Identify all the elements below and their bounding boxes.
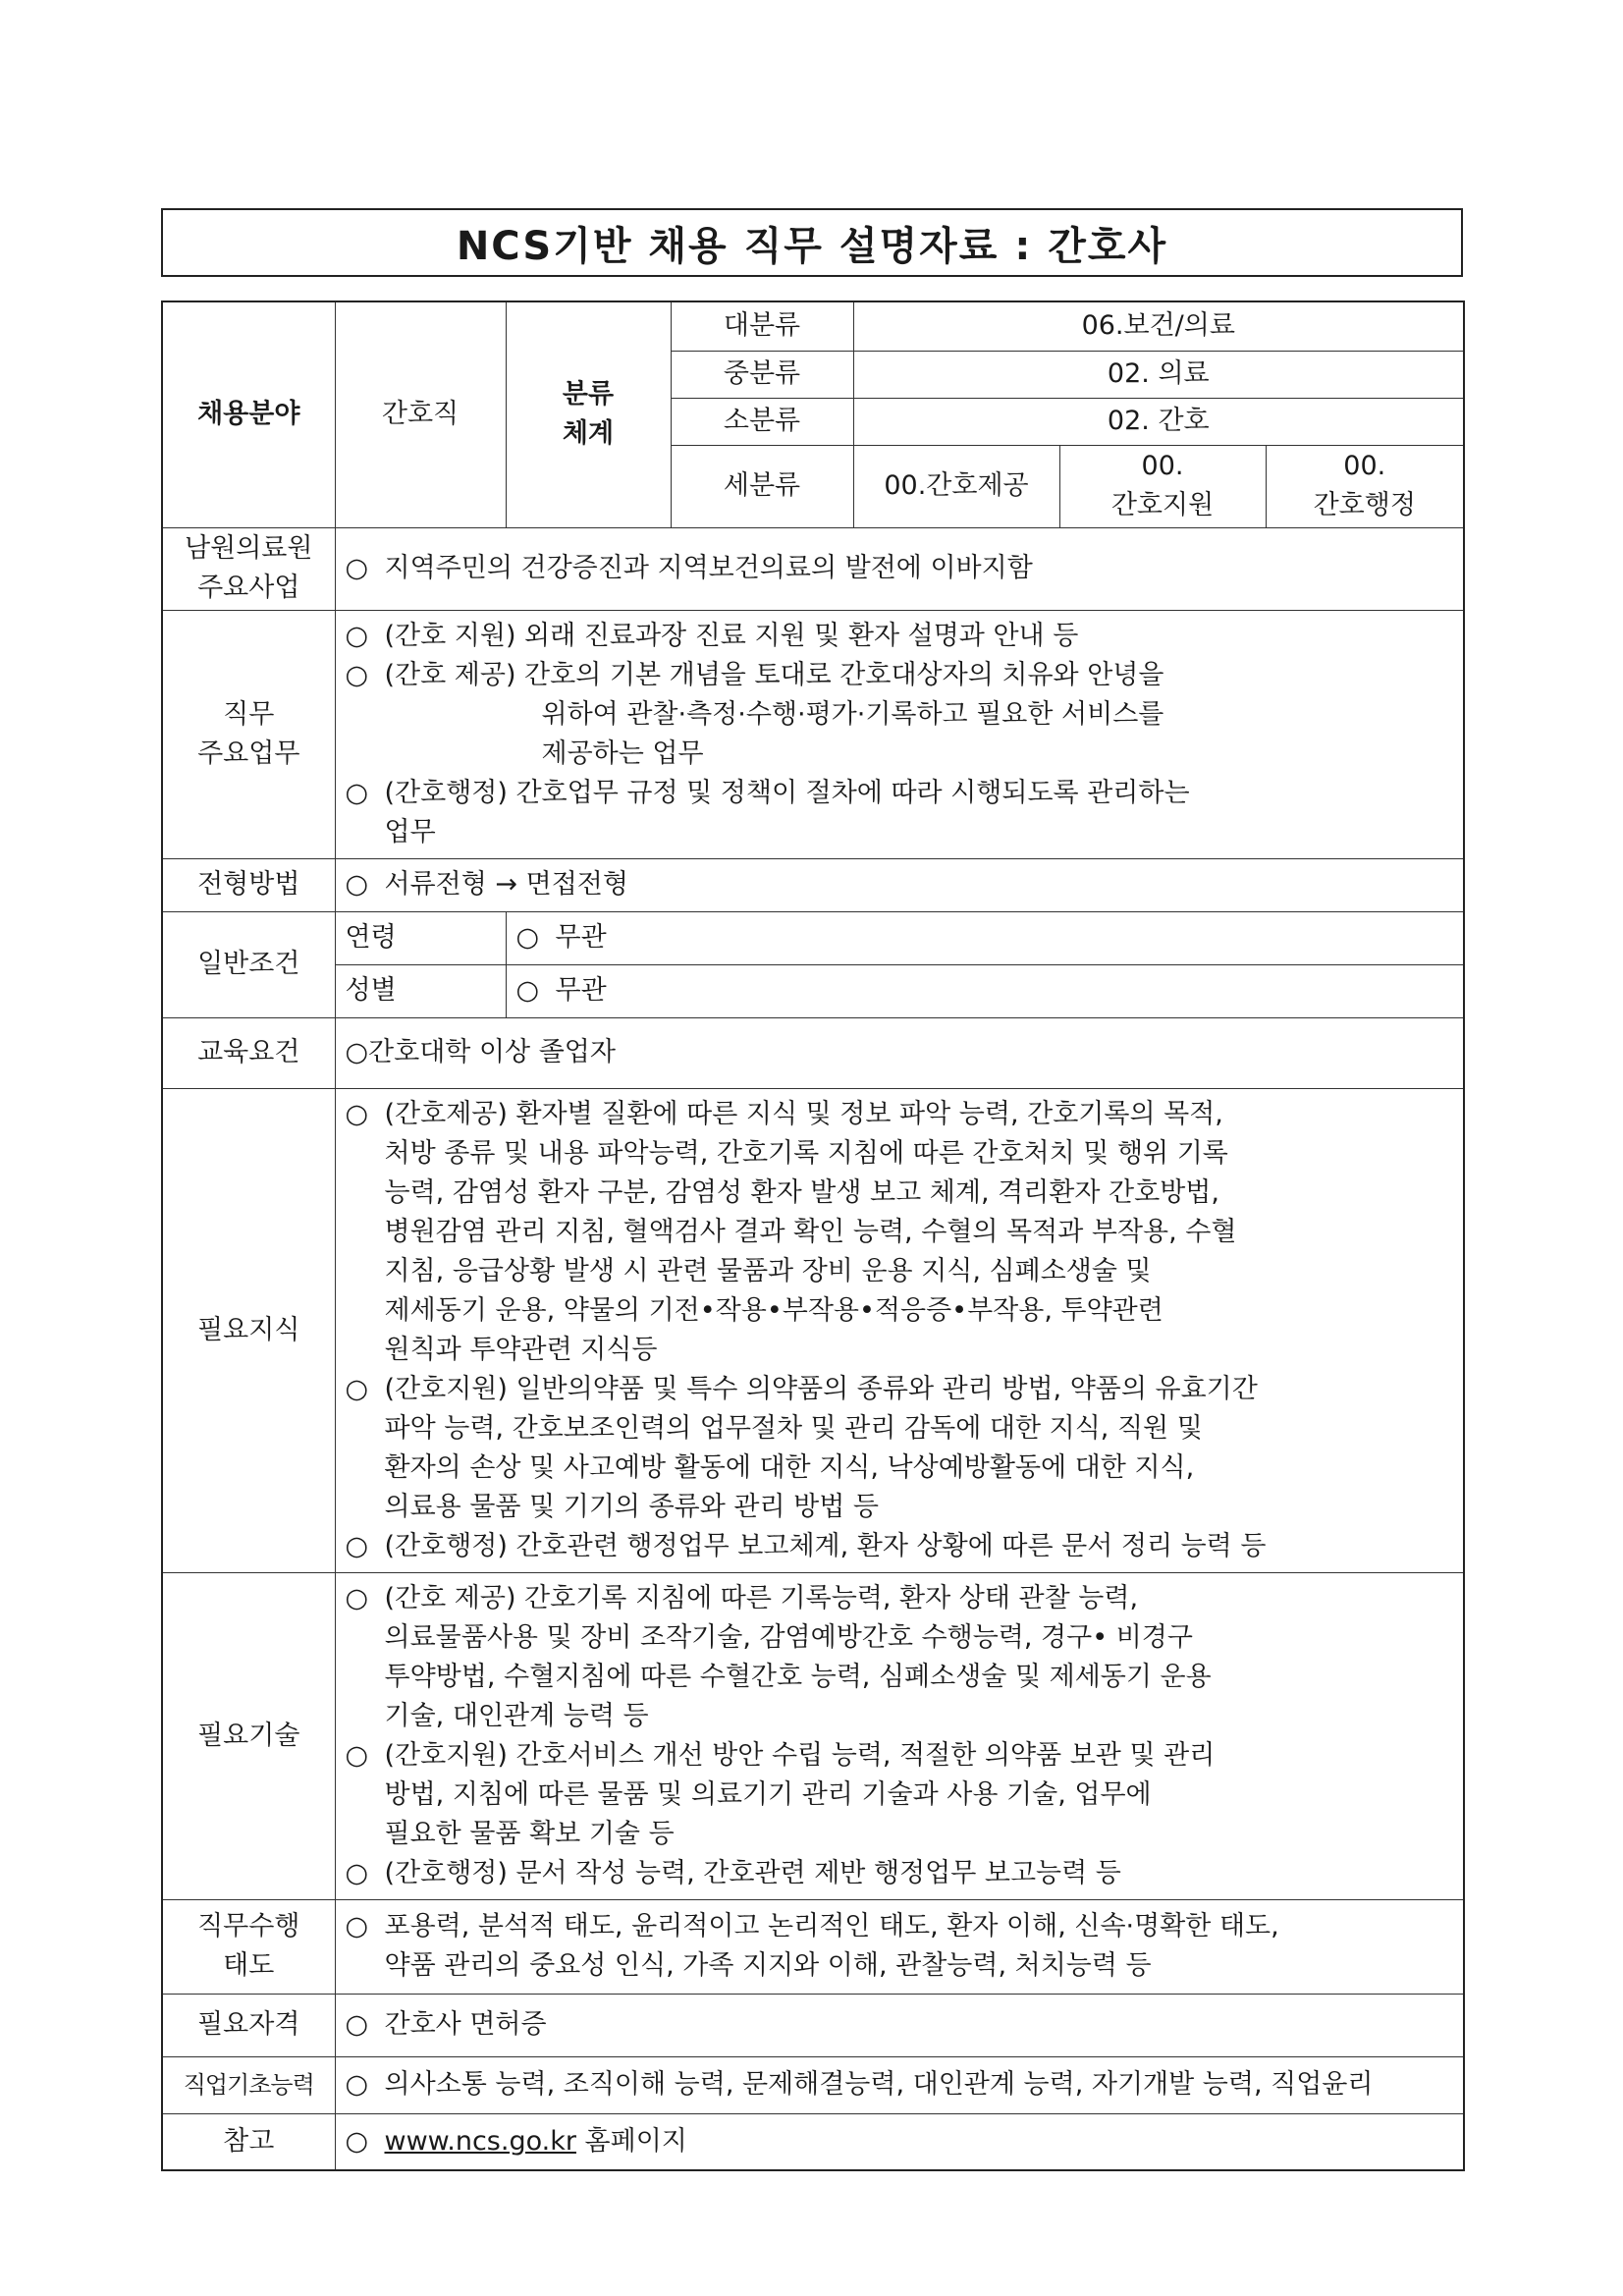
- detail-nursing-admin-code: 00.: [1343, 451, 1386, 481]
- knowledge-provision-line1: (간호제공) 환자별 질환에 따른 지식 및 정보 파악 능력, 간호기록의 목적,: [384, 1098, 1223, 1129]
- gender-label: 성별: [335, 964, 506, 1017]
- list-item: [516, 918, 1454, 957]
- major-value: 06.보건/의료: [853, 301, 1464, 351]
- duties-label: [162, 610, 335, 858]
- circle-bullet: ○: [345, 2125, 369, 2157]
- skills-support-line3: 필요한 물품 확보 기술 등: [384, 1818, 675, 1849]
- knowledge-provision-line3: 능력, 감염성 환자 구분, 감염성 환자 발생 보고 체계, 격리환자 간호방법,: [384, 1176, 1219, 1208]
- detail-nursing-admin: [1266, 445, 1464, 527]
- org-label: [162, 527, 335, 610]
- duty-provision-line2: 위하여 관찰·측정·수행·평가·기록하고 필요한 서비스를: [541, 698, 1164, 730]
- system-label-line1: 분류: [562, 379, 615, 410]
- major-label: 대분류: [671, 301, 853, 351]
- field-label: 채용분야: [162, 301, 335, 527]
- detail-nursing-provision: 00.간호제공: [853, 445, 1059, 527]
- basic-value: 의사소통 능력, 조직이해 능력, 문제해결능력, 대인관계 능력, 자기개발 능력, 직업윤리: [384, 2069, 1374, 2100]
- qualification-value: 간호사 면허증: [384, 2009, 547, 2040]
- circle-bullet: ○: [345, 1098, 369, 1129]
- org-business: [335, 527, 1464, 610]
- org-business-text: 지역주민의 건강증진과 지역보건의료의 발전에 이바지함: [384, 553, 1033, 583]
- education-label: 교육요건: [162, 1017, 335, 1088]
- circle-bullet: ○: [345, 1739, 369, 1771]
- detail-nursing-support: [1059, 445, 1266, 527]
- selection-content: [335, 858, 1464, 911]
- duty-provision-line1: (간호 제공) 간호의 기본 개념을 토대로 간호대상자의 치유와 안녕을: [384, 659, 1164, 690]
- detail-nursing-support-code: 00.: [1141, 451, 1184, 481]
- detail-nursing-admin-name: 간호행정: [1313, 490, 1416, 520]
- attitude-label-line1: 직무수행: [197, 1911, 300, 1941]
- org-label-line2: 주요사업: [197, 573, 300, 603]
- skills-provision-line3: 투약방법, 수혈지침에 따른 수혈간호 능력, 심폐소생술 및 제세동기 운용: [384, 1661, 1212, 1692]
- list-item: [346, 1854, 1454, 1893]
- skills-admin-line1: (간호행정) 문서 작성 능력, 간호관련 제반 행정업무 보고능력 등: [384, 1857, 1121, 1888]
- org-label-line1: 남원의료원: [185, 533, 313, 564]
- circle-bullet: ○: [345, 777, 369, 808]
- basic-content: [335, 2056, 1464, 2113]
- selection-value: 서류전형 → 면접전형: [384, 869, 628, 900]
- skills-support-line1: (간호지원) 간호서비스 개선 방안 수립 능력, 적절한 의약품 보관 및 관리: [384, 1739, 1216, 1771]
- reference-content: [335, 2113, 1464, 2170]
- job-description-table: [161, 301, 1465, 2171]
- skills-label: 필요기술: [162, 1572, 335, 1899]
- education-value: ○간호대학 이상 졸업자: [335, 1017, 1464, 1088]
- knowledge-support-line4: 의료용 물품 및 기기의 종류와 관리 방법 등: [384, 1491, 879, 1522]
- knowledge-provision-line7: 원칙과 투약관련 지식등: [384, 1334, 658, 1365]
- age-label: 연령: [335, 911, 506, 964]
- circle-bullet: ○: [345, 1911, 369, 1941]
- circle-bullet: ○: [515, 922, 540, 953]
- list-item: [346, 617, 1454, 656]
- page-title: NCS기반 채용 직무 설명자료 : 간호사: [456, 223, 1168, 269]
- knowledge-support-line1: (간호지원) 일반의약품 및 특수 의약품의 종류와 관리 방법, 약품의 유효기간: [384, 1373, 1258, 1404]
- skills-provision-line2: 의료물품사용 및 장비 조작기술, 감염예방간호 수행능력, 경구• 비경구: [384, 1621, 1193, 1653]
- list-item: [346, 1579, 1454, 1736]
- circle-bullet: ○: [345, 869, 369, 900]
- attitude-label-line2: 태도: [223, 1950, 275, 1981]
- field-value: 간호직: [335, 301, 506, 527]
- skills-content: [335, 1572, 1464, 1899]
- system-label-line2: 체계: [562, 418, 615, 450]
- circle-bullet: ○: [345, 659, 369, 690]
- knowledge-support-line3: 환자의 손상 및 사고예방 활동에 대한 지식, 낙상예방활동에 대한 지식,: [384, 1451, 1195, 1483]
- list-item: [346, 656, 1454, 774]
- knowledge-content: [335, 1088, 1464, 1572]
- knowledge-label: 필요지식: [162, 1088, 335, 1572]
- general-label: 일반조건: [162, 911, 335, 1017]
- knowledge-provision-line6: 제세동기 운용, 약물의 기전•작용•부작용•적응증•부작용, 투약관련: [384, 1294, 1163, 1326]
- attitude-line2: 약품 관리의 중요성 인식, 가족 지지와 이해, 관찰능력, 처치능력 등: [384, 1950, 1152, 1981]
- duty-admin-line1: (간호행정) 간호업무 규정 및 정책이 절차에 따라 시행되도록 관리하는: [384, 777, 1190, 808]
- minor-label: 소분류: [671, 398, 853, 445]
- attitude-line1: 포용력, 분석적 태도, 윤리적이고 논리적인 태도, 환자 이해, 신속·명확한 태도,: [384, 1911, 1279, 1941]
- knowledge-support-line2: 파악 능력, 간호보조인력의 업무절차 및 관리 감독에 대한 지식, 직원 및: [384, 1412, 1203, 1444]
- circle-bullet: ○: [515, 975, 540, 1006]
- duty-support: (간호 지원) 외래 진료과장 진료 지원 및 환자 설명과 안내 등: [384, 620, 1079, 651]
- duties-content: [335, 610, 1464, 858]
- qualification-label: 필요자격: [162, 1994, 335, 2056]
- reference-suffix: 홈페이지: [575, 2125, 687, 2157]
- system-label: [506, 301, 671, 527]
- skills-provision-line1: (간호 제공) 간호기록 지침에 따른 기록능력, 환자 상태 관찰 능력,: [384, 1582, 1139, 1613]
- detail-label: 세분류: [671, 445, 853, 527]
- knowledge-provision-line2: 처방 종류 및 내용 파악능력, 간호기록 지침에 따른 간호처치 및 행위 기록: [384, 1137, 1228, 1169]
- skills-support-line2: 방법, 지침에 따른 물품 및 의료기기 관리 기술과 사용 기술, 업무에: [384, 1778, 1152, 1810]
- list-item: [346, 549, 1454, 588]
- gender-content: [506, 964, 1464, 1017]
- duty-provision-line3: 제공하는 업무: [541, 738, 704, 769]
- attitude-content: [335, 1899, 1464, 1994]
- attitude-label: [162, 1899, 335, 1994]
- circle-bullet: ○: [345, 1857, 369, 1888]
- list-item: [346, 774, 1454, 852]
- list-item: [346, 865, 1454, 904]
- minor-value: 02. 간호: [853, 398, 1464, 445]
- list-item: [346, 2005, 1454, 2045]
- age-content: [506, 911, 1464, 964]
- list-item: [516, 971, 1454, 1011]
- age-value: 무관: [555, 922, 607, 953]
- circle-bullet: ○: [345, 1530, 369, 1561]
- duties-label-line2: 주요업무: [197, 738, 300, 769]
- circle-bullet: ○: [345, 2069, 369, 2100]
- list-item: [346, 1736, 1454, 1854]
- middle-label: 중분류: [671, 351, 853, 398]
- detail-nursing-support-name: 간호지원: [1110, 490, 1215, 520]
- list-item: [346, 1370, 1454, 1527]
- circle-bullet: ○: [345, 553, 369, 583]
- knowledge-admin-line1: (간호행정) 간호관련 행정업무 보고체계, 환자 상황에 따른 문서 정리 능력 등: [384, 1530, 1267, 1561]
- list-item: [346, 1527, 1454, 1566]
- basic-label: 직업기초능력: [162, 2056, 335, 2113]
- qualification-content: [335, 1994, 1464, 2056]
- duties-label-line1: 직무: [223, 698, 275, 730]
- circle-bullet: ○: [345, 1373, 369, 1404]
- circle-bullet: ○: [345, 1582, 369, 1613]
- middle-value: 02. 의료: [853, 351, 1464, 398]
- knowledge-provision-line5: 지침, 응급상황 발생 시 관련 물품과 장비 운용 지식, 심폐소생술 및: [384, 1255, 1152, 1286]
- title-box: [161, 208, 1463, 277]
- skills-provision-line4: 기술, 대인관계 능력 등: [384, 1700, 649, 1731]
- circle-bullet: ○: [345, 620, 369, 651]
- reference-label: 참고: [162, 2113, 335, 2170]
- knowledge-provision-line4: 병원감염 관리 지침, 혈액검사 결과 확인 능력, 수혈의 목적과 부작용, 수혈: [384, 1216, 1237, 1247]
- list-item: [346, 2122, 1454, 2161]
- selection-label: 전형방법: [162, 858, 335, 911]
- gender-value: 무관: [555, 975, 607, 1006]
- duty-admin-line2: 업무: [384, 816, 436, 847]
- ncs-link[interactable]: www.ncs.go.kr: [384, 2125, 576, 2157]
- list-item: [346, 1095, 1454, 1370]
- list-item: [346, 1907, 1454, 1986]
- circle-bullet: ○: [345, 2009, 369, 2040]
- list-item: [346, 2065, 1454, 2105]
